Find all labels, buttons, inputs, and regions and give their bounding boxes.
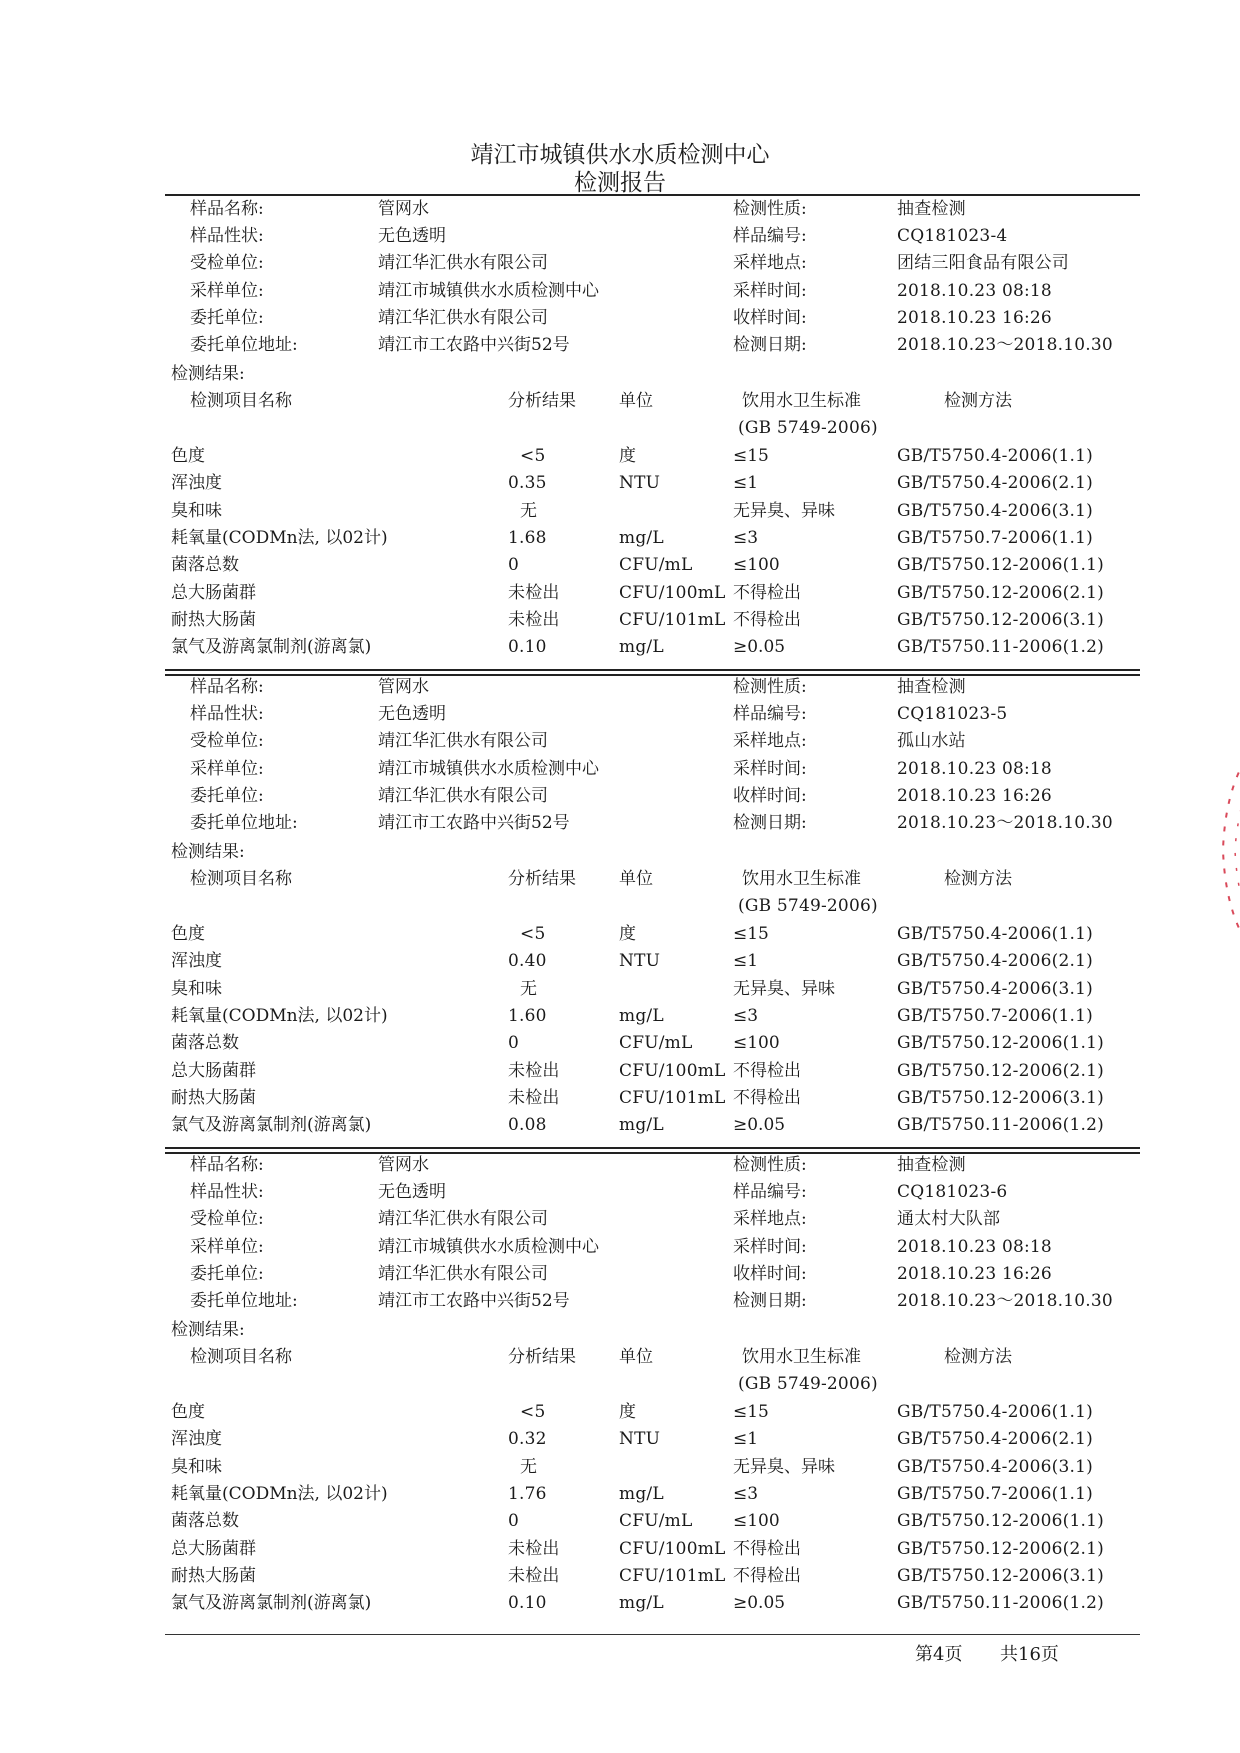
info-label-sampling-unit: 采样单位: xyxy=(190,758,264,779)
info-value-sample-state: 无色透明 xyxy=(378,1182,446,1203)
info-value-client-unit: 靖江华汇供水有限公司 xyxy=(378,785,548,806)
cell-standard: ≤1 xyxy=(733,1429,759,1450)
cell-unit: NTU xyxy=(619,1429,661,1450)
info-label-sample-state: 样品性状: xyxy=(190,226,264,247)
cell-item: 浑浊度 xyxy=(171,473,222,494)
info-label-receive-time: 收样时间: xyxy=(733,1263,807,1284)
cell-standard: ≤3 xyxy=(733,1483,759,1504)
info-value-sampling-unit: 靖江市城镇供水水质检测中心 xyxy=(378,758,599,779)
info-label-client-unit: 委托单位: xyxy=(190,785,264,806)
column-header-unit: 单位 xyxy=(619,391,653,411)
cell-item: 色度 xyxy=(171,1402,205,1422)
cell-unit: mg/L xyxy=(619,1005,664,1026)
page-total: 共16页 xyxy=(1000,1644,1059,1665)
column-header-item: 检测项目名称 xyxy=(190,1347,292,1367)
info-label-sampling-time: 采样时间: xyxy=(733,758,807,779)
info-value-sampling-time: 2018.10.23 08:18 xyxy=(897,758,1052,779)
info-label-receive-time: 收样时间: xyxy=(733,785,807,806)
info-value-sampling-time: 2018.10.23 08:18 xyxy=(897,1236,1052,1257)
cell-standard: ≤100 xyxy=(733,555,780,576)
info-value-sample-name: 管网水 xyxy=(378,199,429,219)
cell-method: GB/T5750.7-2006(1.1) xyxy=(897,527,1093,548)
info-label-sample-state: 样品性状: xyxy=(190,704,264,725)
cell-method: GB/T5750.12-2006(2.1) xyxy=(897,1538,1104,1559)
cell-method: GB/T5750.4-2006(3.1) xyxy=(897,1456,1093,1477)
cell-method: GB/T5750.11-2006(1.2) xyxy=(897,637,1104,658)
cell-unit: CFU/mL xyxy=(619,1511,693,1532)
cell-result: <5 xyxy=(520,446,546,466)
info-label-sample-name: 样品名称: xyxy=(190,677,264,697)
cell-result: <5 xyxy=(520,1402,546,1422)
cell-standard: ≤100 xyxy=(733,1511,780,1532)
cell-result: 1.76 xyxy=(508,1483,547,1504)
cell-item: 耐热大肠菌 xyxy=(171,1087,256,1108)
info-label-inspected-unit: 受检单位: xyxy=(190,731,264,752)
cell-result: 未检出 xyxy=(508,582,560,603)
cell-unit: mg/L xyxy=(619,1115,664,1136)
cell-unit: NTU xyxy=(619,951,661,972)
cell-result: 0.32 xyxy=(508,1429,547,1450)
cell-method: GB/T5750.4-2006(2.1) xyxy=(897,1429,1093,1450)
info-value-sampling-unit: 靖江市城镇供水水质检测中心 xyxy=(378,280,599,301)
cell-method: GB/T5750.4-2006(3.1) xyxy=(897,978,1093,999)
info-label-client-unit: 委托单位: xyxy=(190,307,264,328)
info-label-inspected-unit: 受检单位: xyxy=(190,1209,264,1230)
info-value-inspected-unit: 靖江华汇供水有限公司 xyxy=(378,253,548,274)
cell-unit: NTU xyxy=(619,473,661,494)
column-header-result: 分析结果 xyxy=(508,391,576,411)
column-header-method: 检测方法 xyxy=(944,869,1012,889)
cell-result: 无 xyxy=(520,978,538,999)
cell-result: 0 xyxy=(508,1033,520,1054)
info-value-receive-time: 2018.10.23 16:26 xyxy=(897,785,1052,806)
cell-standard: ≤15 xyxy=(733,446,769,466)
results-label: 检测结果: xyxy=(171,364,245,384)
cell-result: 0.10 xyxy=(508,637,547,658)
page-number: 第4页 xyxy=(915,1644,963,1665)
column-header-standard-code: (GB 5749-2006) xyxy=(738,896,878,916)
cell-method: GB/T5750.4-2006(1.1) xyxy=(897,924,1093,944)
cell-result: 0.35 xyxy=(508,473,547,494)
cell-unit: mg/L xyxy=(619,527,664,548)
cell-method: GB/T5750.11-2006(1.2) xyxy=(897,1115,1104,1136)
info-value-client-address: 靖江市工农路中兴街52号 xyxy=(378,1291,570,1311)
info-value-sampling-site: 孤山水站 xyxy=(897,731,966,752)
info-label-test-nature: 检测性质: xyxy=(733,677,807,697)
cell-item: 耗氧量(CODMn法, 以02计) xyxy=(171,527,388,548)
cell-unit: mg/L xyxy=(619,1593,664,1614)
cell-method: GB/T5750.7-2006(1.1) xyxy=(897,1483,1093,1504)
cell-result: 无 xyxy=(520,1456,538,1477)
info-label-sampling-site: 采样地点: xyxy=(733,731,807,752)
info-label-sampling-time: 采样时间: xyxy=(733,1236,807,1257)
cell-standard: ≤1 xyxy=(733,951,759,972)
cell-standard: ≤3 xyxy=(733,527,759,548)
info-value-client-unit: 靖江华汇供水有限公司 xyxy=(378,1263,548,1284)
info-label-test-nature: 检测性质: xyxy=(733,199,807,219)
cell-result: 0.10 xyxy=(508,1593,547,1614)
results-label: 检测结果: xyxy=(171,842,245,862)
cell-standard: ≤3 xyxy=(733,1005,759,1026)
cell-method: GB/T5750.12-2006(3.1) xyxy=(897,1565,1104,1586)
cell-method: GB/T5750.11-2006(1.2) xyxy=(897,1593,1104,1614)
cell-item: 菌落总数 xyxy=(171,1033,239,1054)
cell-result: 0 xyxy=(508,555,520,576)
info-label-client-address: 委托单位地址: xyxy=(190,335,298,355)
info-value-sample-name: 管网水 xyxy=(378,677,429,697)
cell-result: 0 xyxy=(508,1511,520,1532)
cell-standard: 无异臭、异味 xyxy=(733,500,835,521)
info-value-sample-no: CQ181023-6 xyxy=(897,1182,1008,1203)
column-header-standard: 饮用水卫生标准 xyxy=(742,391,861,411)
cell-result: 无 xyxy=(520,500,538,521)
cell-result: 1.60 xyxy=(508,1005,547,1026)
cell-unit: 度 xyxy=(619,446,637,466)
section-divider xyxy=(165,669,1140,671)
info-value-sample-no: CQ181023-5 xyxy=(897,704,1008,725)
info-label-sample-no: 样品编号: xyxy=(733,704,807,725)
cell-item: 耐热大肠菌 xyxy=(171,609,256,630)
info-value-sampling-site: 团结三阳食品有限公司 xyxy=(897,253,1069,274)
cell-standard: 不得检出 xyxy=(733,1565,801,1586)
cell-unit: CFU/mL xyxy=(619,1033,693,1054)
info-label-client-address: 委托单位地址: xyxy=(190,1291,298,1311)
cell-result: 未检出 xyxy=(508,1087,560,1108)
org-title: 靖江市城镇供水水质检测中心 xyxy=(470,142,770,168)
cell-standard: ≤15 xyxy=(733,1402,769,1422)
cell-method: GB/T5750.12-2006(1.1) xyxy=(897,555,1104,576)
column-header-result: 分析结果 xyxy=(508,1347,576,1367)
cell-item: 菌落总数 xyxy=(171,555,239,576)
info-label-test-date: 检测日期: xyxy=(733,813,807,833)
column-header-standard-code: (GB 5749-2006) xyxy=(738,418,878,438)
cell-unit: CFU/mL xyxy=(619,555,693,576)
column-header-item: 检测项目名称 xyxy=(190,391,292,411)
cell-item: 总大肠菌群 xyxy=(171,582,256,603)
info-label-sampling-unit: 采样单位: xyxy=(190,1236,264,1257)
cell-method: GB/T5750.4-2006(2.1) xyxy=(897,951,1093,972)
cell-standard: ≤100 xyxy=(733,1033,780,1054)
column-header-unit: 单位 xyxy=(619,869,653,889)
info-label-test-date: 检测日期: xyxy=(733,335,807,355)
cell-method: GB/T5750.12-2006(3.1) xyxy=(897,1087,1104,1108)
cell-result: 1.68 xyxy=(508,527,547,548)
cell-result: 未检出 xyxy=(508,1060,560,1081)
cell-method: GB/T5750.12-2006(1.1) xyxy=(897,1033,1104,1054)
info-label-client-unit: 委托单位: xyxy=(190,1263,264,1284)
cell-unit: CFU/101mL xyxy=(619,1087,726,1108)
cell-unit: CFU/100mL xyxy=(619,1538,726,1559)
cell-method: GB/T5750.12-2006(2.1) xyxy=(897,1060,1104,1081)
cell-unit: mg/L xyxy=(619,637,664,658)
cell-item: 耗氧量(CODMn法, 以02计) xyxy=(171,1005,388,1026)
info-value-test-nature: 抽查检测 xyxy=(897,199,966,219)
cell-standard: ≤15 xyxy=(733,924,769,944)
cell-unit: CFU/100mL xyxy=(619,1060,726,1081)
info-label-sample-no: 样品编号: xyxy=(733,1182,807,1203)
column-header-standard: 饮用水卫生标准 xyxy=(742,1347,861,1367)
report-title: 检测报告 xyxy=(574,170,666,196)
cell-unit: 度 xyxy=(619,924,637,944)
column-header-method: 检测方法 xyxy=(944,1347,1012,1367)
results-label: 检测结果: xyxy=(171,1320,245,1340)
info-value-sampling-site: 通太村大队部 xyxy=(897,1209,1001,1230)
info-label-sample-no: 样品编号: xyxy=(733,226,807,247)
column-header-standard-code: (GB 5749-2006) xyxy=(738,1374,878,1394)
section-divider xyxy=(165,1147,1140,1149)
cell-unit: CFU/100mL xyxy=(619,582,726,603)
cell-result: 0.40 xyxy=(508,951,547,972)
cell-standard: ≥0.05 xyxy=(733,1593,786,1614)
info-label-test-nature: 检测性质: xyxy=(733,1155,807,1175)
info-value-client-unit: 靖江华汇供水有限公司 xyxy=(378,307,548,328)
cell-method: GB/T5750.4-2006(2.1) xyxy=(897,473,1093,494)
info-value-test-nature: 抽查检测 xyxy=(897,1155,966,1175)
info-label-sample-state: 样品性状: xyxy=(190,1182,264,1203)
cell-standard: 不得检出 xyxy=(733,1087,801,1108)
cell-item: 耗氧量(CODMn法, 以02计) xyxy=(171,1483,388,1504)
info-label-test-date: 检测日期: xyxy=(733,1291,807,1311)
cell-unit: CFU/101mL xyxy=(619,609,726,630)
cell-item: 浑浊度 xyxy=(171,951,222,972)
info-value-client-address: 靖江市工农路中兴街52号 xyxy=(378,813,570,833)
cell-result: 未检出 xyxy=(508,609,560,630)
info-value-sampling-time: 2018.10.23 08:18 xyxy=(897,280,1052,301)
cell-method: GB/T5750.4-2006(1.1) xyxy=(897,446,1093,466)
info-label-receive-time: 收样时间: xyxy=(733,307,807,328)
cell-method: GB/T5750.12-2006(3.1) xyxy=(897,609,1104,630)
info-label-client-address: 委托单位地址: xyxy=(190,813,298,833)
cell-item: 耐热大肠菌 xyxy=(171,1565,256,1586)
cell-result: 0.08 xyxy=(508,1115,547,1136)
cell-result: <5 xyxy=(520,924,546,944)
cell-method: GB/T5750.12-2006(2.1) xyxy=(897,582,1104,603)
info-value-receive-time: 2018.10.23 16:26 xyxy=(897,1263,1052,1284)
cell-standard: ≤1 xyxy=(733,473,759,494)
info-label-sampling-unit: 采样单位: xyxy=(190,280,264,301)
cell-standard: ≥0.05 xyxy=(733,1115,786,1136)
cell-method: GB/T5750.12-2006(1.1) xyxy=(897,1511,1104,1532)
info-value-sample-state: 无色透明 xyxy=(378,226,446,247)
info-label-inspected-unit: 受检单位: xyxy=(190,253,264,274)
cell-standard: 不得检出 xyxy=(733,582,801,603)
cell-item: 总大肠菌群 xyxy=(171,1060,256,1081)
cell-result: 未检出 xyxy=(508,1538,560,1559)
info-label-sampling-site: 采样地点: xyxy=(733,253,807,274)
cell-item: 浑浊度 xyxy=(171,1429,222,1450)
section-divider xyxy=(165,1152,1140,1154)
info-label-sampling-site: 采样地点: xyxy=(733,1209,807,1230)
cell-method: GB/T5750.4-2006(1.1) xyxy=(897,1402,1093,1422)
info-value-sampling-unit: 靖江市城镇供水水质检测中心 xyxy=(378,1236,599,1257)
cell-result: 未检出 xyxy=(508,1565,560,1586)
section-divider xyxy=(165,674,1140,676)
cell-standard: 不得检出 xyxy=(733,1538,801,1559)
info-value-test-date: 2018.10.23～2018.10.30 xyxy=(897,335,1113,355)
column-header-item: 检测项目名称 xyxy=(190,869,292,889)
cell-standard: 不得检出 xyxy=(733,609,801,630)
info-value-test-date: 2018.10.23～2018.10.30 xyxy=(897,1291,1113,1311)
info-value-receive-time: 2018.10.23 16:26 xyxy=(897,307,1052,328)
cell-item: 总大肠菌群 xyxy=(171,1538,256,1559)
info-value-test-nature: 抽查检测 xyxy=(897,677,966,697)
cell-method: GB/T5750.7-2006(1.1) xyxy=(897,1005,1093,1026)
cell-standard: 无异臭、异味 xyxy=(733,978,835,999)
cell-unit: CFU/101mL xyxy=(619,1565,726,1586)
cell-item: 色度 xyxy=(171,924,205,944)
cell-unit: mg/L xyxy=(619,1483,664,1504)
info-value-sample-name: 管网水 xyxy=(378,1155,429,1175)
column-header-unit: 单位 xyxy=(619,1347,653,1367)
cell-method: GB/T5750.4-2006(3.1) xyxy=(897,500,1093,521)
red-seal-stamp-edge xyxy=(1215,755,1240,945)
info-label-sample-name: 样品名称: xyxy=(190,199,264,219)
cell-item: 菌落总数 xyxy=(171,1511,239,1532)
column-header-result: 分析结果 xyxy=(508,869,576,889)
cell-standard: ≥0.05 xyxy=(733,637,786,658)
cell-standard: 无异臭、异味 xyxy=(733,1456,835,1477)
cell-standard: 不得检出 xyxy=(733,1060,801,1081)
bottom-rule xyxy=(165,1634,1140,1635)
column-header-standard: 饮用水卫生标准 xyxy=(742,869,861,889)
cell-item: 氯气及游离氯制剂(游离氯) xyxy=(171,1115,372,1136)
cell-item: 色度 xyxy=(171,446,205,466)
info-value-sample-state: 无色透明 xyxy=(378,704,446,725)
cell-item: 氯气及游离氯制剂(游离氯) xyxy=(171,1593,372,1614)
info-value-inspected-unit: 靖江华汇供水有限公司 xyxy=(378,1209,548,1230)
cell-item: 臭和味 xyxy=(171,500,222,521)
cell-item: 臭和味 xyxy=(171,978,222,999)
info-label-sampling-time: 采样时间: xyxy=(733,280,807,301)
info-label-sample-name: 样品名称: xyxy=(190,1155,264,1175)
info-value-sample-no: CQ181023-4 xyxy=(897,226,1008,247)
info-value-inspected-unit: 靖江华汇供水有限公司 xyxy=(378,731,548,752)
info-value-client-address: 靖江市工农路中兴街52号 xyxy=(378,335,570,355)
info-value-test-date: 2018.10.23～2018.10.30 xyxy=(897,813,1113,833)
column-header-method: 检测方法 xyxy=(944,391,1012,411)
cell-item: 氯气及游离氯制剂(游离氯) xyxy=(171,637,372,658)
cell-item: 臭和味 xyxy=(171,1456,222,1477)
cell-unit: 度 xyxy=(619,1402,637,1422)
top-rule xyxy=(165,194,1140,196)
